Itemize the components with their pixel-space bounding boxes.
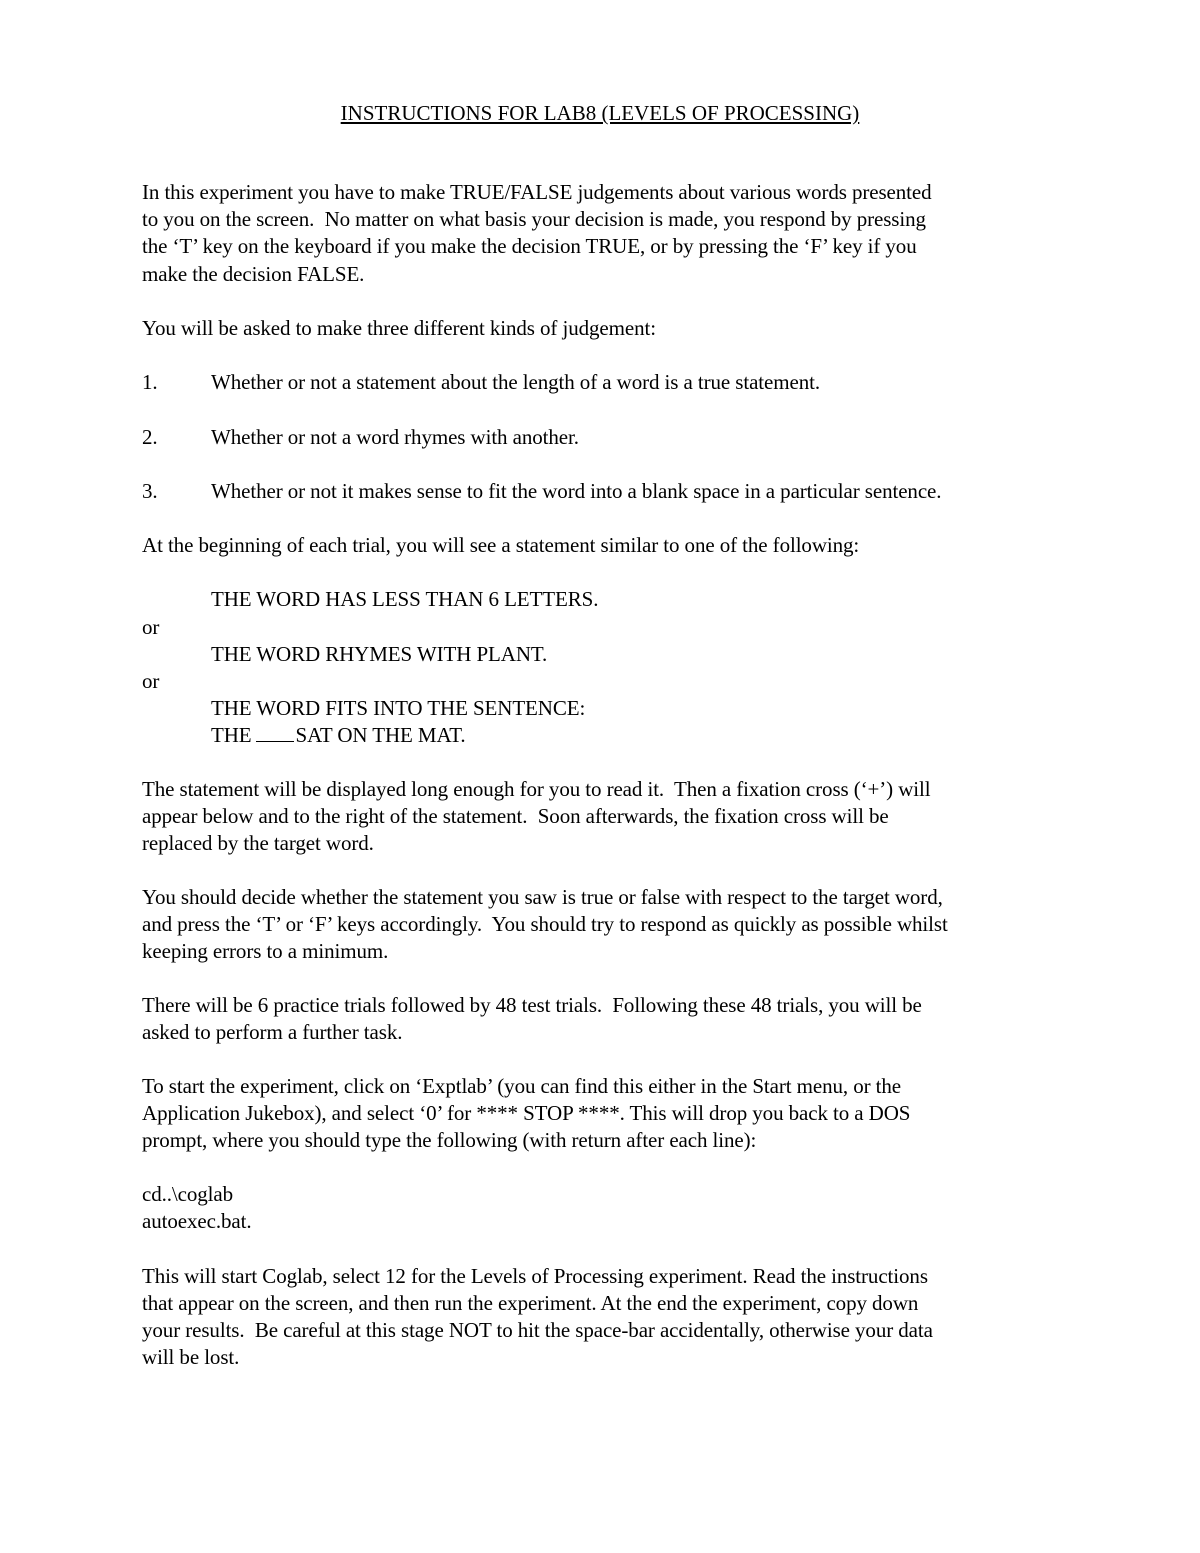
trials-line: asked to perform a further task. xyxy=(142,1020,403,1044)
intro-line: In this experiment you have to make TRUE/FALSE judgements about various words presented xyxy=(142,180,932,204)
intro-line: to you on the screen. No matter on what basis your decision is made, you respond by pressing xyxy=(142,207,926,231)
decide-line: and press the ‘T’ or ‘F’ keys accordingly. You should try to respond as quickly as possible whilst xyxy=(142,912,948,936)
start-line: To start the experiment, click on ‘Exptlab’ (you can find this either in the Start menu, or the xyxy=(142,1074,902,1098)
blank-space xyxy=(256,723,294,742)
or-separator: or xyxy=(142,615,160,639)
judgement-text: Whether or not it makes sense to fit the word into a blank space in a particular sentence. xyxy=(211,479,942,503)
judgement-text: Whether or not a word rhymes with another. xyxy=(211,425,579,449)
example-sentence-end: SAT ON THE MAT. xyxy=(295,723,466,747)
start-line: prompt, where you should type the following (with return after each line): xyxy=(142,1128,757,1152)
decide-line: keeping errors to a minimum. xyxy=(142,939,389,963)
statement-line: appear below and to the right of the statement. Soon afterwards, the fixation cross will be xyxy=(142,804,889,828)
kinds-intro: You will be asked to make three different kinds of judgement: xyxy=(142,316,656,340)
final-line: your results. Be careful at this stage NOT to hit the space-bar accidentally, otherwise your data xyxy=(142,1318,933,1342)
trial-intro: At the beginning of each trial, you will see a statement similar to one of the following: xyxy=(142,533,860,557)
intro-line: the ‘T’ key on the keyboard if you make the decision TRUE, or by pressing the ‘F’ key if you xyxy=(142,234,917,258)
trials-line: There will be 6 practice trials followed by 48 test trials. Following these 48 trials, you will be xyxy=(142,993,922,1017)
intro-line: make the decision FALSE. xyxy=(142,262,365,286)
or-separator: or xyxy=(142,669,160,693)
judgement-text: Whether or not a statement about the length of a word is a true statement. xyxy=(211,370,820,394)
start-line: Application Jukebox), and select ‘0’ for **** STOP ****. This will drop you back to a DOS xyxy=(142,1101,911,1125)
command-line: cd..\coglab xyxy=(142,1182,234,1206)
example-statement: THE WORD HAS LESS THAN 6 LETTERS. xyxy=(211,587,599,611)
judgement-number: 2. xyxy=(142,425,158,449)
command-line: autoexec.bat. xyxy=(142,1209,252,1233)
example-statement: THE WORD FITS INTO THE SENTENCE: xyxy=(211,696,586,720)
judgement-number: 1. xyxy=(142,370,158,394)
statement-line: replaced by the target word. xyxy=(142,831,374,855)
judgement-number: 3. xyxy=(142,479,158,503)
example-sentence xyxy=(211,722,466,749)
example-sentence-start: THE xyxy=(211,723,252,747)
example-statement: THE WORD RHYMES WITH PLANT. xyxy=(211,642,548,666)
final-line: that appear on the screen, and then run the experiment. At the end the experiment, copy down xyxy=(142,1291,919,1315)
statement-line: The statement will be displayed long enough for you to read it. Then a fixation cross (‘+’) will xyxy=(142,777,931,801)
final-line: This will start Coglab, select 12 for the Levels of Processing experiment. Read the instructions xyxy=(142,1264,928,1288)
document-title: INSTRUCTIONS FOR LAB8 (LEVELS OF PROCESSING) xyxy=(340,101,860,125)
decide-line: You should decide whether the statement you saw is true or false with respect to the target word, xyxy=(142,885,943,909)
final-line: will be lost. xyxy=(142,1345,240,1369)
